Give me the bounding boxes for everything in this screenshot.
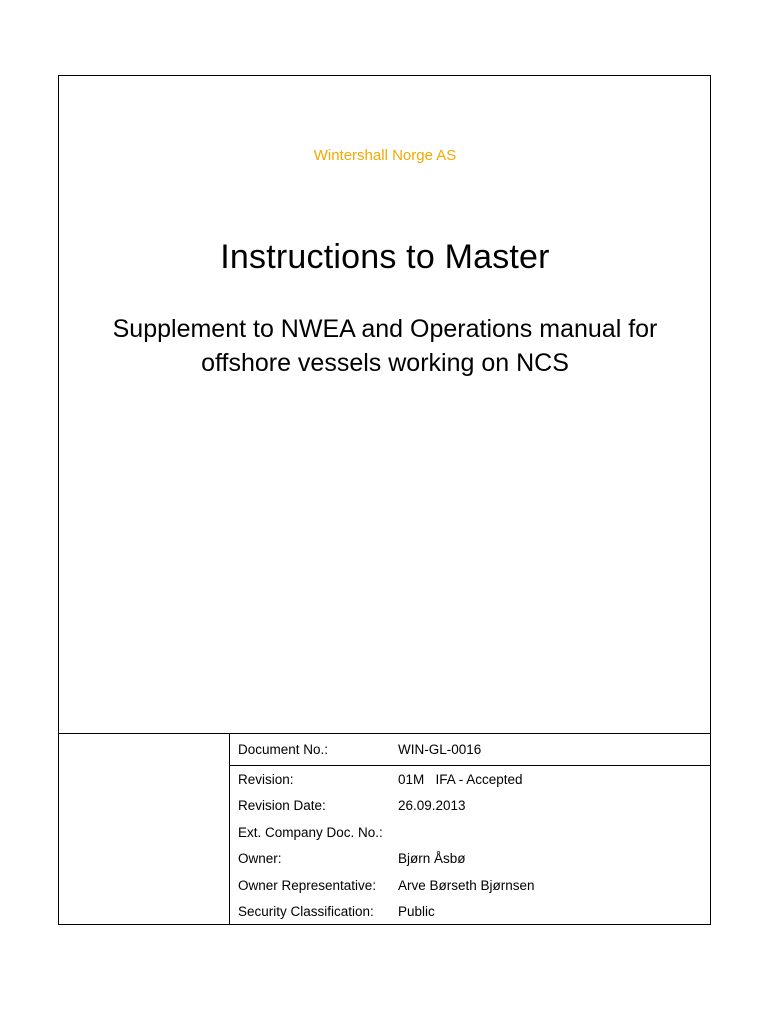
info-value: Public <box>398 904 435 919</box>
info-table-row-separator <box>229 765 711 766</box>
info-label: Revision Date: <box>238 798 326 813</box>
info-value: 26.09.2013 <box>398 798 466 813</box>
subtitle-line-1: Supplement to NWEA and Operations manual for <box>112 315 658 343</box>
company-name: Wintershall Norge AS <box>313 147 457 164</box>
info-label: Ext. Company Doc. No.: <box>238 825 383 840</box>
document-info-table <box>58 733 711 925</box>
document-title: Instructions to Master <box>220 238 550 276</box>
info-value: Arve Børseth Bjørnsen <box>398 878 535 893</box>
info-value: 01M IFA - Accepted <box>398 772 523 787</box>
info-label: Security Classification: <box>238 904 374 919</box>
document-subtitle <box>0 312 770 380</box>
info-value: Bjørn Åsbø <box>398 851 466 866</box>
info-label: Owner: <box>238 851 282 866</box>
info-value: WIN-GL-0016 <box>398 742 482 757</box>
info-label: Document No.: <box>238 742 329 757</box>
info-table-divider <box>229 733 230 925</box>
info-label: Revision: <box>238 772 294 787</box>
info-label: Owner Representative: <box>238 878 377 893</box>
subtitle-line-2: offshore vessels working on NCS <box>201 349 569 377</box>
